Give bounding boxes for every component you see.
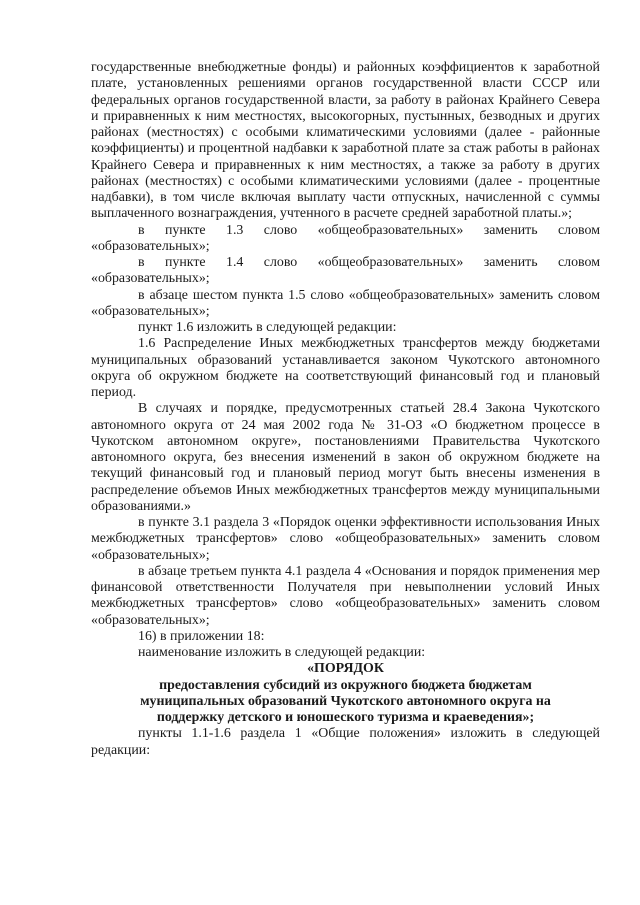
paragraph-p03: в пункте 1.4 слово «общеобразовательных» заменить словом «образовательных»;	[91, 255, 600, 287]
paragraph-p05: пункт 1.6 изложить в следующей редакции:	[138, 320, 397, 335]
document-body	[91, 60, 600, 661]
paragraph-p04: в абзаце шестом пункта 1.5 слово «общеобразовательных» заменить словом «образовательных»;	[91, 287, 600, 319]
document-page	[91, 60, 600, 759]
paragraph-p08: в пункте 3.1 раздела 3 «Порядок оценки эффективности использования Иных межбюджетных трансфертов» слово «общеобразовательных» заменить словом «образовательных»;	[91, 515, 600, 563]
paragraph-p01: государственные внебюджетные фонды) и районных коэффициентов к заработной плате, установленных решениями органов государственной власти СССР или федеральных органов государственной власти, за работу в районах Крайнего Севера и приравненных к ним местностях, высокогорных, пустынных, безводных и других районах (местностях) с особыми климатическими условиями (далее - районные коэффициенты) и процентной надбавки к заработной плате за стаж работы в районах Крайнего Севера и приравненных к ним местностях, а также за работу в других районах (местностях) с особыми климатическими условиями (далее - процентные надбавки), в том числе включая выплату части отпускных, начисленной с суммы выплаченного вознаграждения, учтенного в расчете средней заработной платы.»;	[91, 60, 600, 222]
heading-line-4: поддержку детского и юношеского туризма и краеведения»;	[156, 710, 535, 725]
paragraph-p06: 1.6 Распределение Иных межбюджетных трансфертов между бюджетами муниципальных образований устанавливается законом Чукотского автономного округа об окружном бюджете на соответствующий финансовый год и плановый период.	[91, 336, 600, 400]
paragraph-p09: в абзаце третьем пункта 4.1 раздела 4 «Основания и порядок применения мер финансовой ответственности Получателя при невыполнении условий Иных межбюджетных трансфертов» слово «общеобразовательных» заменить словом «образовательных»;	[91, 563, 600, 628]
paragraph-p02: в пункте 1.3 слово «общеобразовательных» заменить словом «образовательных»;	[91, 222, 600, 254]
heading-line-3: муниципальных образований Чукотского автономного округа на	[140, 693, 551, 709]
paragraph-p10: 16) в приложении 18:	[138, 628, 265, 644]
paragraph-p07: В случаях и порядке, предусмотренных статьей 28.4 Закона Чукотского автономного округа от 24 мая 2002 года № 31-ОЗ «О бюджетном процессе в Чукотском автономном округе», постановлениями Правительства Чукотского автономного округа, без внесения изменений в закон об окружном бюджете на текущий финансовый год и плановый период могут быть внесены изменения в распределение объемов Иных межбюджетных трансфертов между муниципальными образованиями.»	[91, 401, 600, 514]
heading-line-2: предоставления субсидий из окружного бюджета бюджетам	[159, 677, 532, 693]
heading-title: «ПОРЯДОК	[307, 661, 384, 677]
closing-paragraph: пункты 1.1-1.6 раздела 1 «Общие положения» изложить в следующей редакции:	[91, 726, 600, 758]
paragraph-p11: наименование изложить в следующей редакции:	[138, 645, 426, 660]
